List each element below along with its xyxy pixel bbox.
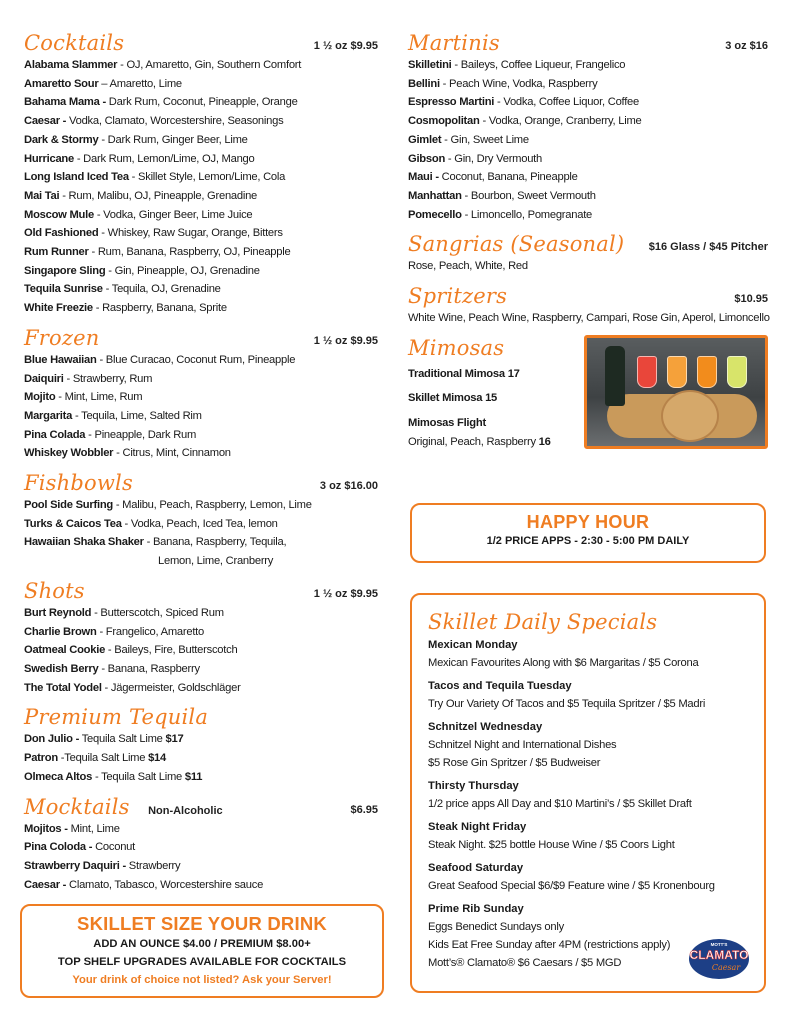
spritzers-section: [408, 283, 768, 328]
menu-item: [24, 388, 378, 407]
menu-item-name: Oatmeal Cookie: [24, 644, 106, 657]
mimosas-section: [408, 335, 768, 452]
happy-hour-title: HAPPY HOUR: [526, 512, 650, 532]
glass-icon: [697, 356, 717, 388]
menu-item: [24, 168, 378, 187]
menu-item: [24, 150, 378, 169]
cocktails-list: [24, 56, 378, 318]
menu-item: [24, 857, 378, 876]
menu-item-price: $11: [184, 770, 203, 783]
spritzers-price: $10.95: [734, 293, 768, 306]
menu-item: [24, 444, 378, 463]
cocktails-price: 1 ½ oz $9.95: [313, 40, 378, 52]
fishbowls-list: [24, 496, 378, 552]
menu-item-desc: - Vodka, Orange, Cranberry, Lime: [479, 115, 642, 128]
special-desc: Kids Eat Free Sunday after 4PM (restrictions apply): [428, 939, 671, 951]
mocktails-section: [24, 794, 378, 895]
menu-item: [24, 206, 378, 225]
menu-item-name: Old Fashioned: [24, 227, 99, 240]
special-desc: Steak Night. $25 bottle House Wine / $5 Coors Light: [428, 839, 675, 851]
svg-text:MOTT'S: MOTT'S: [710, 942, 728, 947]
menu-item-desc: - Tequila Salt Lime: [92, 770, 185, 783]
menu-item-desc: - Whiskey, Raw Sugar, Orange, Bitters: [98, 227, 283, 240]
menu-item-desc: - Bourbon, Sweet Vermouth: [461, 189, 596, 202]
frozen-title: Frozen: [24, 325, 100, 350]
menu-item: [24, 407, 378, 426]
champagne-bottle-icon: [605, 346, 625, 406]
menu-item: [408, 206, 768, 225]
menu-item-name: Mojitos -: [24, 822, 68, 835]
menu-item-desc: - Blue Curacao, Coconut Rum, Pineapple: [96, 353, 296, 366]
sangrias-section: [408, 231, 768, 276]
menu-item-name: Caesar -: [24, 115, 67, 128]
menu-item-name: Pina Coloda -: [24, 841, 93, 854]
menu-item: [408, 187, 768, 206]
menu-item-desc: - Tequila, OJ, Grenadine: [102, 283, 221, 296]
menu-item-desc: – Amaretto, Lime: [98, 77, 182, 90]
mimosa-flight-desc: Original, Peach, Raspberry 16: [408, 435, 551, 448]
menu-item-name: Long Island Iced Tea: [24, 171, 129, 184]
shots-section: [24, 578, 378, 698]
menu-item-name: Whiskey Wobbler: [24, 447, 114, 460]
special-desc: Mott’s® Clamato® $6 Caesars / $5 MGD: [428, 957, 622, 969]
special-day: Thirsty Thursday: [428, 780, 519, 792]
menu-item-desc: Mint, Lime: [67, 822, 120, 835]
menu-item: [24, 623, 378, 642]
glass-icon: [667, 356, 687, 388]
mimosa-flight-photo: [584, 335, 768, 449]
fishbowls-title: Fishbowls: [24, 471, 133, 496]
menu-item-price: $14: [148, 752, 166, 765]
daily-specials-title: Skillet Daily Specials: [428, 610, 658, 634]
menu-item-name: Patron: [24, 752, 58, 765]
menu-item-desc: - Rum, Malibu, OJ, Pineapple, Grenadine: [59, 189, 258, 202]
menu-item: [24, 187, 378, 206]
menu-item: [24, 131, 378, 150]
menu-item-desc: - Baileys, Coffee Liqueur, Frangelico: [451, 59, 626, 71]
menu-item-name: Margarita: [24, 409, 73, 422]
special-desc: $5 Rose Gin Spritzer / $5 Budweiser: [428, 757, 601, 769]
frozen-list: [24, 351, 378, 463]
menu-item-desc: Clamato, Tabasco, Worcestershire sauce: [66, 878, 264, 891]
menu-item-name: Moscow Mule: [24, 208, 94, 221]
menu-item: [408, 93, 768, 112]
menu-item-desc: - Gin, Dry Vermouth: [445, 152, 543, 165]
menu-item-desc: - Dark Rum, Lemon/Lime, OJ, Mango: [73, 152, 255, 165]
menu-item: [408, 56, 768, 75]
menu-item: [408, 131, 768, 150]
menu-item-name: Cosmopolitan: [408, 115, 480, 128]
menu-item: [24, 370, 378, 389]
menu-item-price: $17: [165, 733, 184, 746]
menu-item-name: Maui -: [408, 171, 439, 184]
special-day: Seafood Saturday: [428, 862, 524, 874]
svg-text:Caesar: Caesar: [711, 963, 741, 972]
menu-item-name: Hurricane: [24, 152, 74, 165]
menu-item-desc: - Vodka, Coffee Liquor, Coffee: [494, 96, 639, 109]
menu-item-desc: - Rum, Banana, Raspberry, OJ, Pineapple: [88, 246, 291, 259]
menu-item-name: Blue Hawaiian: [24, 353, 97, 366]
menu-item-desc: - Limoncello, Pomegranate: [461, 208, 593, 221]
menu-item-name: Mai Tai: [24, 189, 60, 202]
daily-specials-box: [410, 593, 766, 993]
menu-item-name: Bellini: [408, 77, 440, 90]
daily-specials-list: [428, 637, 748, 972]
menu-item: [24, 426, 378, 445]
menu-item-name: Strawberry Daquiri -: [24, 859, 126, 872]
skillet-size-ask: Your drink of choice not listed? Ask your Server!: [72, 974, 332, 986]
fishbowls-price: 3 oz $16.00: [319, 480, 378, 493]
menu-item-desc: - Dark Rum, Ginger Beer, Lime: [98, 133, 248, 146]
cocktails-section: [24, 30, 378, 318]
special-desc: Mexican Favourites Along with $6 Margaritas / $5 Corona: [428, 657, 699, 669]
clamato-logo-icon: [686, 935, 752, 981]
menu-item-desc: Tequila Salt Lime: [79, 733, 166, 746]
svg-text:CLAMATO: CLAMATO: [689, 948, 749, 962]
menu-item-name: Daiquiri: [24, 372, 64, 385]
menu-item: [24, 820, 378, 839]
special-desc: 1/2 price apps All Day and $10 Martini’s / $5 Skillet Draft: [428, 798, 692, 810]
menu-item: [24, 533, 378, 552]
menu-item-name: Turks & Caicos Tea: [24, 517, 122, 530]
menu-item-name: Rum Runner: [24, 246, 89, 259]
menu-item-desc: - Mint, Lime, Rum: [55, 391, 143, 404]
special-desc: Eggs Benedict Sundays only: [428, 921, 564, 933]
mimosa-traditional: Traditional Mimosa 17: [408, 367, 520, 380]
martinis-list: [408, 56, 768, 224]
menu-item: [24, 660, 378, 679]
shots-list: [24, 604, 378, 698]
menu-item-name: Alabama Slammer: [24, 59, 118, 71]
premium-tequila-list: [24, 730, 378, 786]
fishbowls-continuation: Lemon, Lime, Cranberry: [158, 555, 274, 568]
menu-item-name: Caesar -: [24, 878, 67, 891]
sangrias-price: $16 Glass / $45 Pitcher: [648, 241, 768, 254]
menu-item-desc: - Banana, Raspberry, Tequila,: [143, 536, 287, 549]
menu-item: [408, 168, 768, 187]
menu-item: [24, 496, 378, 515]
menu-item-desc: - Banana, Raspberry: [98, 662, 200, 675]
menu-item-name: Pina Colada: [24, 428, 86, 441]
special-day: Mexican Monday: [428, 639, 518, 651]
menu-item-desc: - Gin, Pineapple, OJ, Grenadine: [105, 264, 260, 277]
menu-item-name: Amaretto Sour: [24, 77, 99, 90]
mocktails-note: Non-Alcoholic: [148, 804, 223, 817]
menu-item-name: Singapore Sling: [24, 264, 106, 277]
menu-item-name: Pomecello: [408, 208, 462, 221]
mimosa-flight: Mimosas Flight: [408, 417, 486, 430]
special-day: Prime Rib Sunday: [428, 903, 524, 915]
menu-item: [408, 112, 768, 131]
menu-item: [24, 224, 378, 243]
menu-item-desc: - Pineapple, Dark Rum: [85, 428, 197, 441]
special-desc: Great Seafood Special $6/$9 Feature wine / $5 Kronenbourg: [428, 880, 715, 892]
menu-item-desc: - Frangelico, Amaretto: [96, 625, 205, 638]
skillet-size-title: SKILLET SIZE YOUR DRINK: [77, 913, 327, 934]
menu-item-desc: - Skillet Style, Lemon/Lime, Cola: [128, 171, 286, 184]
special-day: Tacos and Tequila Tuesday: [428, 680, 572, 692]
spritzers-desc: White Wine, Peach Wine, Raspberry, Campari, Rose Gin, Aperol, Limoncello: [408, 312, 770, 325]
menu-item-name: Tequila Sunrise: [24, 283, 103, 296]
menu-item: [24, 641, 378, 660]
menu-item: [24, 730, 378, 749]
menu-item: [24, 351, 378, 370]
menu-item-desc: - Malibu, Peach, Raspberry, Lemon, Lime: [112, 499, 312, 512]
frozen-section: [24, 325, 378, 463]
menu-item-desc: - Peach Wine, Vodka, Raspberry: [439, 77, 598, 90]
menu-item: [24, 679, 378, 698]
menu-item-name: Dark & Stormy: [24, 133, 99, 146]
menu-item: [24, 280, 378, 299]
skillet-size-box: [20, 904, 384, 998]
menu-item-desc: Vodka, Clamato, Worcestershire, Seasonings: [66, 115, 284, 128]
mocktails-title: Mocktails: [24, 794, 130, 819]
menu-item: [24, 56, 378, 75]
menu-item: [408, 75, 768, 94]
premium-tequila-title: Premium Tequila: [24, 705, 209, 730]
menu-item-name: The Total Yodel: [24, 681, 102, 694]
menu-item-desc: - Vodka, Ginger Beer, Lime Juice: [93, 208, 253, 221]
menu-item-desc: Coconut: [92, 841, 136, 854]
skillet-size-line-1: ADD AN OUNCE $4.00 / PREMIUM $8.00+: [93, 938, 311, 950]
special-desc: Schnitzel Night and International Dishes: [428, 739, 617, 751]
right-column: [408, 30, 768, 452]
sangrias-desc: Rose, Peach, White, Red: [408, 260, 528, 273]
menu-item-name: Olmeca Altos: [24, 770, 93, 783]
menu-item-desc: -Tequila Salt Lime: [57, 752, 149, 765]
menu-item: [24, 515, 378, 534]
menu-item-name: Gimlet: [408, 133, 442, 146]
cocktails-title: Cocktails: [24, 31, 125, 55]
special-day: Steak Night Friday: [428, 821, 527, 833]
mocktails-list: [24, 820, 378, 895]
mimosa-skillet: Skillet Mimosa 15: [408, 392, 498, 405]
menu-item-desc: - Tequila, Lime, Salted Rim: [72, 409, 202, 422]
menu-item-name: Mojito: [24, 391, 56, 404]
menu-item-desc: Dark Rum, Coconut, Pineapple, Orange: [105, 96, 298, 109]
left-column: [24, 30, 378, 894]
menu-item: [408, 150, 768, 169]
menu-item-desc: Coconut, Banana, Pineapple: [438, 171, 578, 184]
menu-item-desc: - Raspberry, Banana, Sprite: [92, 302, 227, 315]
menu-item-desc: - OJ, Amaretto, Gin, Southern Comfort: [117, 59, 302, 71]
menu-item-name: Hawaiian Shaka Shaker: [24, 536, 144, 549]
sangrias-title: Sangrias (Seasonal): [408, 232, 625, 257]
menu-item-desc: - Vodka, Peach, Iced Tea, lemon: [121, 517, 278, 530]
skillet-size-line-2: TOP SHELF UPGRADES AVAILABLE FOR COCKTAILS: [57, 956, 347, 968]
menu-item-name: Swedish Berry: [24, 662, 99, 675]
menu-item-desc: Strawberry: [125, 859, 181, 872]
martinis-title: Martinis: [408, 31, 500, 55]
menu-item: [24, 838, 378, 857]
menu-item-name: Charlie Brown: [24, 625, 97, 638]
menu-item-name: Burt Reynold: [24, 606, 92, 619]
shots-price: 1 ½ oz $9.95: [313, 587, 378, 600]
menu-item-desc: - Jägermeister, Goldschläger: [101, 681, 241, 694]
menu-item-name: Bahama Mama -: [24, 96, 106, 109]
menu-item-name: White Freezie: [24, 302, 93, 315]
menu-item-name: Pool Side Surfing: [24, 499, 113, 512]
glass-icon: [727, 356, 747, 388]
glass-icon: [637, 356, 657, 388]
premium-tequila-section: [24, 704, 378, 786]
menu-item-desc: - Baileys, Fire, Butterscotch: [105, 644, 238, 657]
menu-item: [24, 876, 378, 895]
menu-item-name: Manhattan: [408, 189, 462, 202]
menu-item: [24, 262, 378, 281]
menu-item: [24, 112, 378, 131]
special-desc: Try Our Variety Of Tacos and $5 Tequila Spritzer / $5 Madri: [428, 698, 706, 710]
menu-item-name: Espresso Martini: [408, 96, 495, 109]
spritzers-title: Spritzers: [408, 284, 508, 309]
shots-title: Shots: [24, 578, 85, 603]
martinis-price: 3 oz $16: [725, 40, 768, 52]
menu-item-desc: - Citrus, Mint, Cinnamon: [113, 447, 231, 460]
menu-item-name: Gibson: [408, 152, 446, 165]
menu-item-name: Skilletini: [408, 59, 452, 71]
menu-item-name: Don Julio -: [24, 733, 80, 746]
menu-item: [24, 749, 378, 768]
menu-item: [24, 604, 378, 623]
menu-item: [24, 768, 378, 787]
menu-item: [24, 93, 378, 112]
mocktails-price: $6.95: [350, 803, 378, 816]
menu-item: [24, 75, 378, 94]
happy-hour-box: [410, 503, 766, 563]
special-day: Schnitzel Wednesday: [428, 721, 543, 733]
menu-item-desc: - Butterscotch, Spiced Rum: [91, 606, 224, 619]
menu-item-desc: - Strawberry, Rum: [63, 372, 153, 385]
fishbowls-section: [24, 470, 378, 571]
menu-item: [24, 243, 378, 262]
menu-item-desc: - Gin, Sweet Lime: [441, 133, 529, 146]
menu-item: [24, 299, 378, 318]
happy-hour-subtitle: 1/2 PRICE APPS - 2:30 - 5:00 PM DAILY: [486, 535, 690, 547]
mimosas-title: Mimosas: [408, 335, 505, 360]
frozen-price: 1 ½ oz $9.95: [313, 334, 378, 347]
martinis-section: [408, 30, 768, 224]
